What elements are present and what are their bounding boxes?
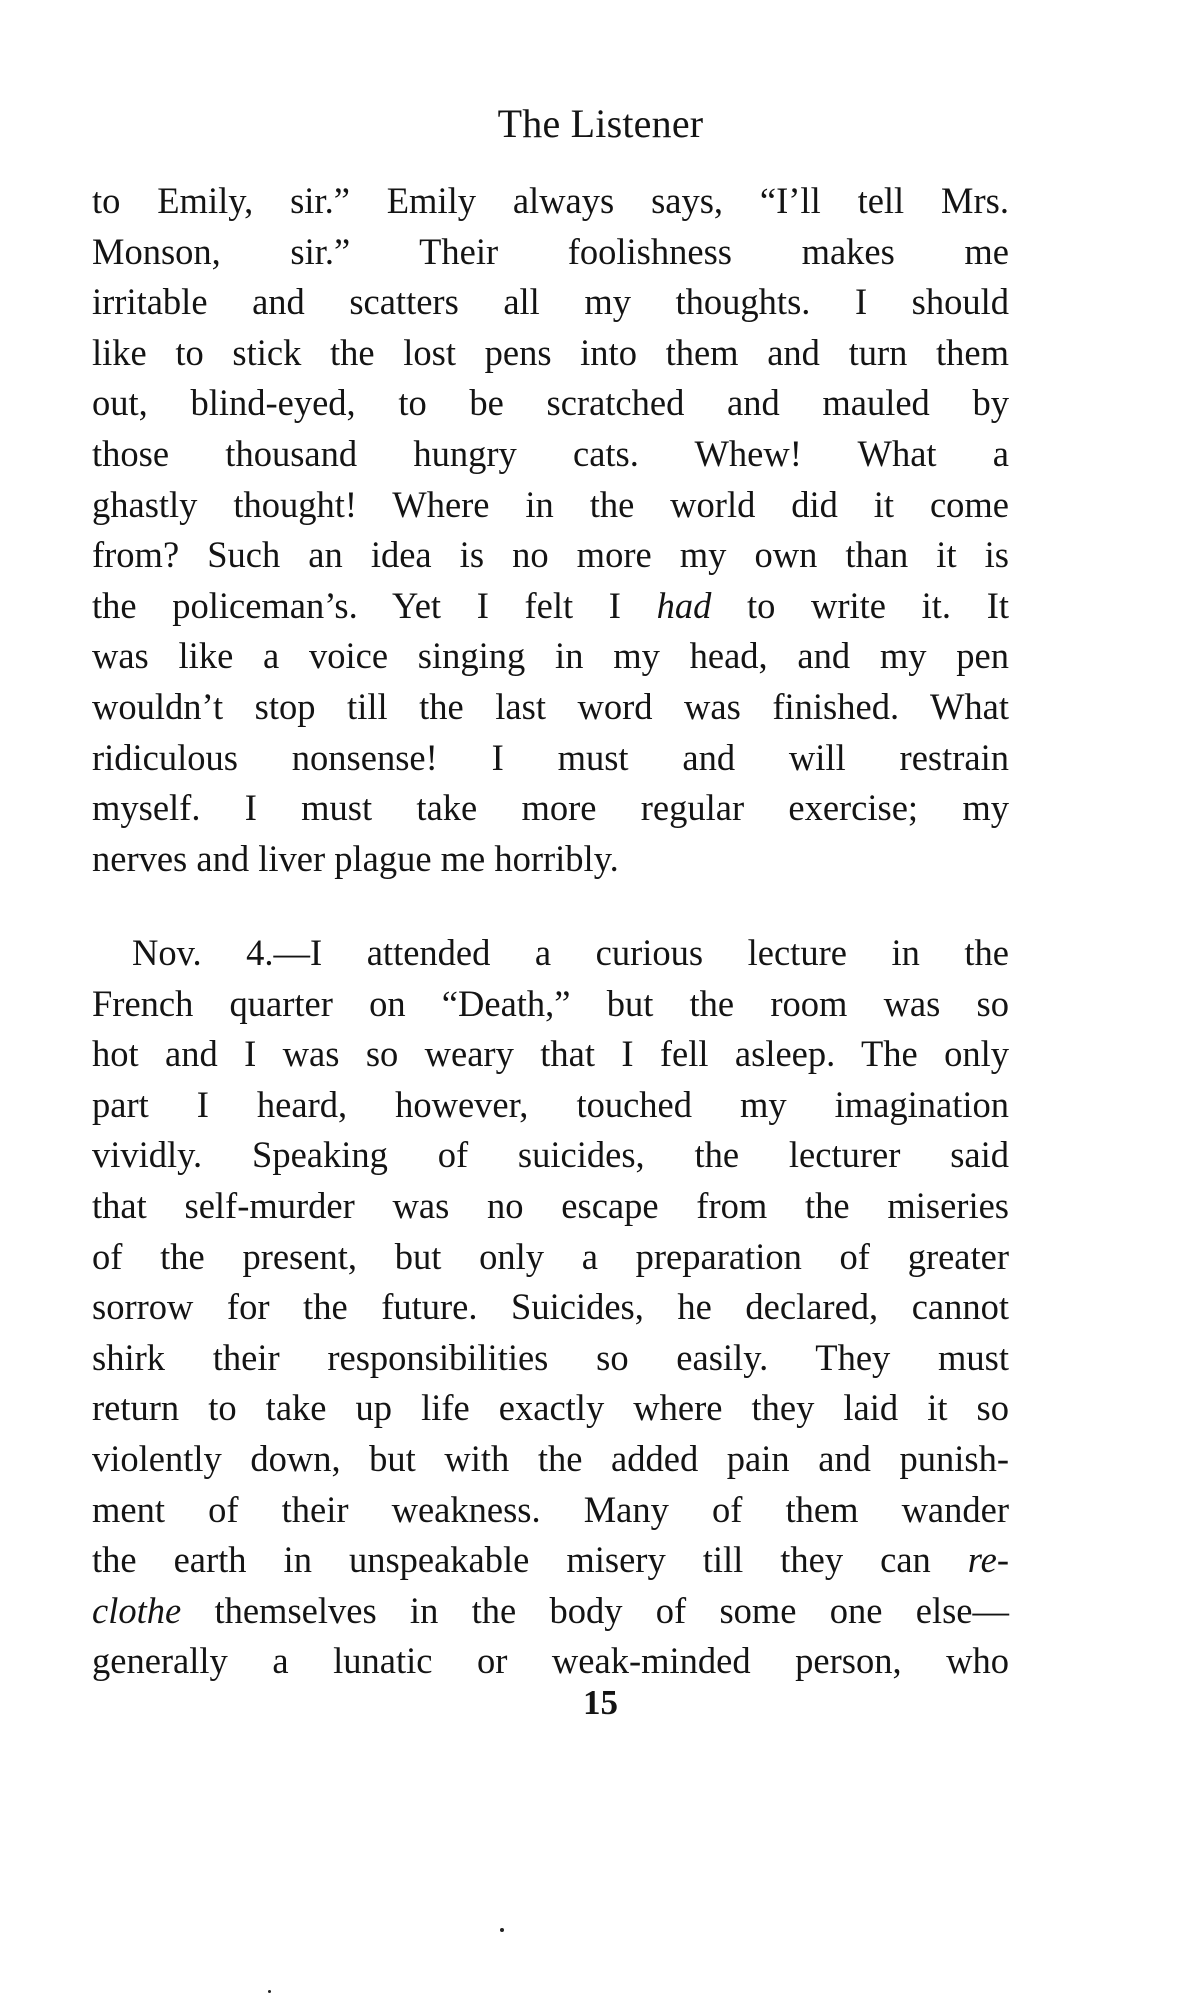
text-line: like to stick the lost pens into them and turn them [92, 331, 1009, 373]
text-line: the earth in unspeakable misery till they can re- [92, 1539, 1009, 1581]
text-line: hot and I was so weary that I fell asleep. The only [92, 1033, 1009, 1075]
text-line: those thousand hungry cats. Whew! What a [92, 432, 1009, 474]
text-line: of the present, but only a preparation of greater [92, 1235, 1009, 1277]
text-line: ment of their weakness. Many of them wander [92, 1488, 1009, 1530]
running-head: The Listener [497, 101, 704, 146]
text-line: return to take up life exactly where they laid it so [92, 1387, 1009, 1429]
text-line: wouldn’t stop till the last word was finished. What [92, 685, 1009, 727]
text-line: from? Such an idea is no more my own than it is [92, 534, 1009, 576]
text-line: ghastly thought! Where in the world did it come [92, 483, 1009, 525]
text-line: to Emily, sir.” Emily always says, “I’ll tell Mrs. [92, 180, 1009, 221]
text-line: nerves and liver plague me horribly. [92, 837, 619, 879]
text-line: out, blind-eyed, to be scratched and mauled by [92, 382, 1009, 424]
text-line: vividly. Speaking of suicides, the lecturer said [92, 1134, 1009, 1176]
text-line: myself. I must take more regular exercise; my [92, 787, 1009, 829]
page-number: 15 [583, 1683, 618, 1722]
text-line: that self-murder was no escape from the miseries [92, 1184, 1009, 1226]
text-line: violently down, but with the added pain and punish- [92, 1437, 1009, 1479]
paragraph-2 [92, 928, 1009, 1687]
text-line: was like a voice singing in my head, and my pen [92, 635, 1009, 677]
paragraph-1 [92, 176, 1009, 884]
ink-speck [268, 1990, 271, 1993]
text-line: shirk their responsibilities so easily. They must [92, 1336, 1009, 1378]
text-line: clothe themselves in the body of some one else— [92, 1589, 1009, 1631]
text-line: part I heard, however, touched my imagination [92, 1083, 1009, 1125]
text-line: ridiculous nonsense! I must and will restrain [92, 736, 1009, 778]
text-line: Monson, sir.” Their foolishness makes me [92, 230, 1009, 272]
text-line: irritable and scatters all my thoughts. I should [92, 281, 1009, 323]
ink-speck [500, 1928, 504, 1932]
text-line: French quarter on “Death,” but the room was so [92, 982, 1009, 1024]
text-line: sorrow for the future. Suicides, he declared, cannot [92, 1286, 1009, 1328]
text-line: generally a lunatic or weak-minded person, who [92, 1640, 1009, 1682]
text-line: the policeman’s. Yet I felt I had to write it. It [92, 584, 1009, 626]
text-line: Nov. 4.—I attended a curious lecture in the [132, 932, 1009, 973]
